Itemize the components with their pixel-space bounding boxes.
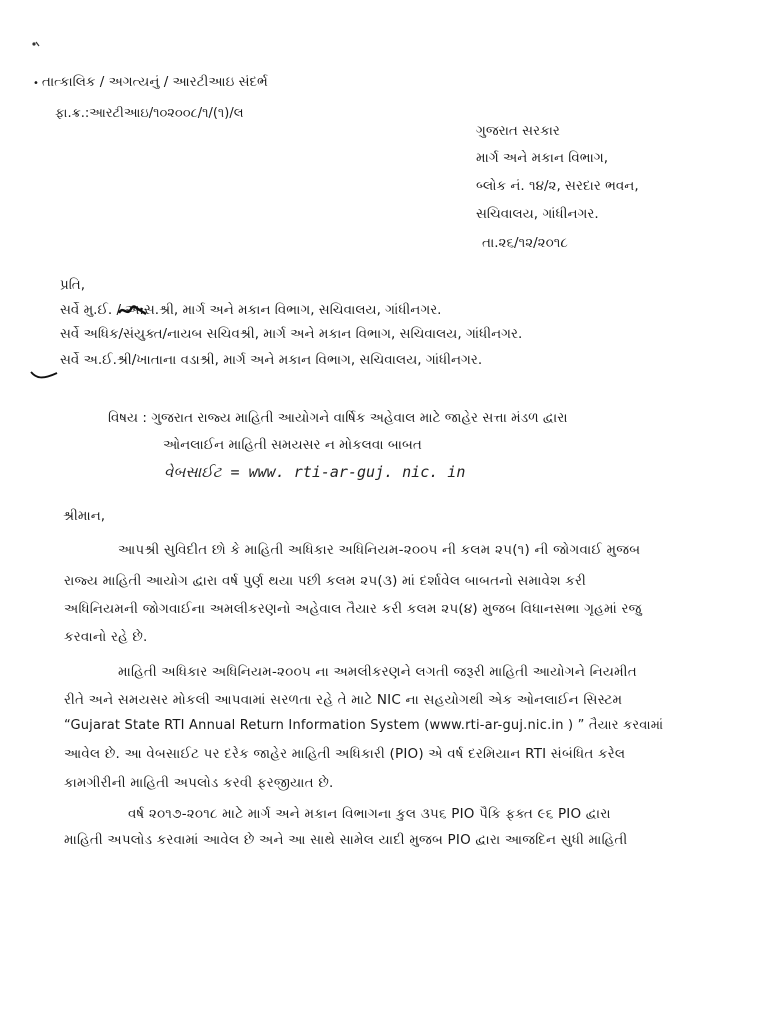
paragraph-2-line-5: કામગીરીની માહિતી અપલોડ કરવી ફરજીયાત છે. xyxy=(64,775,334,791)
recipients-label: પ્રતિ, xyxy=(60,277,86,293)
recipient-line-1: સર્વે મુ.ઈ. / અ.સ.શ્રી, માર્ગ અને મકાન વિભાગ, સચિવાલય, ગાંધીનગર. xyxy=(60,302,442,318)
handwritten-tick-icon xyxy=(30,368,58,382)
sender-govt: ગુજરાત સરકાર xyxy=(476,123,560,139)
sender-city: સચિવાલય, ગાંધીનગર. xyxy=(476,206,599,222)
recipient-line-2: સર્વે અધિક/સંયુક્ત/નાયબ સચિવશ્રી, માર્ગ અને મકાન વિભાગ, સચિવાલય, ગાંધીનગર. xyxy=(60,326,523,342)
letter-date: તા.૨૬/૧૨/૨૦૧૮ xyxy=(482,235,568,251)
paragraph-1-line-3: અધિનિયમની જોગવાઈના અમલીકરણનો અહેવાલ તૈયાર કરી કલમ ૨૫(૪) મુજબ વિધાનસભા ગૃહમાં રજુ xyxy=(64,601,642,617)
corner-mark-icon xyxy=(31,40,41,48)
paragraph-2-line-1: માહિતી અધિકાર અધિનિયમ-૨૦૦૫ ના અમલીકરણને લગતી જરૂરી માહિતી આયોગને નિયમીત xyxy=(118,664,637,680)
paragraph-1-line-1: આપશ્રી સુવિદીત છો કે માહિતી અધિકાર અધિનિયમ-૨૦૦૫ ની કલમ ૨૫(૧) ની જોગવાઈ મુજબ xyxy=(118,542,641,558)
recipient-line-3: સર્વે અ.ઈ.શ્રી/ખાતાના વડાશ્રી, માર્ગ અને મકાન વિભાગ, સચિવાલય, ગાંધીનગર. xyxy=(60,352,483,368)
paragraph-1-line-2: રાજ્ય માહિતી આયોગ દ્વારા વર્ષ પુર્ણ થયા પછી કલમ ૨૫(૩) માં દર્શાવેલ બાબતનો સમાવેશ કરી xyxy=(64,573,587,589)
handwritten-scribble xyxy=(118,303,148,319)
subject-line-2: ઓનલાઈન માહિતી સમયસર ન મોકલવા બાબત xyxy=(163,437,422,453)
paragraph-1-line-4: કરવાનો રહે છે. xyxy=(64,629,148,645)
sender-address: બ્લોક નં. ૧૪/૨, સરદાર ભવન, xyxy=(476,178,639,194)
file-number: ફા.ક્ર.:આરટીઆઇ/૧૦૨૦૦૮/૧/(૧)/લ xyxy=(55,106,244,121)
salutation: શ્રીમાન, xyxy=(63,508,106,524)
paragraph-2-line-2: રીતે અને સમયસર મોકલી આપવામાં સરળતા રહે તે માટે NIC ના સહયોગથી એક ઓનલાઈન સિસ્ટમ xyxy=(64,692,623,708)
paragraph-2-line-3: “Gujarat State RTI Annual Return Information System (www.rti-ar-guj.nic.in ) ” તૈયાર કરવામાં xyxy=(64,718,664,733)
paragraph-3-line-1: વર્ષ ૨૦૧૭-૨૦૧૮ માટે માર્ગ અને મકાન વિભાગના કુલ ૩૫૬ PIO પૈકિ ફક્ત ૯૬ PIO દ્વારા xyxy=(128,806,611,822)
paragraph-3-line-2: માહિતી અપલોડ કરવામાં આવેલ છે અને આ સાથે સામેલ યાદી મુજબ PIO દ્વારા આજદિન સુધી માહિતી xyxy=(64,832,628,848)
priority-line: • તાત્કાલિક / અગત્યનું / આરટીઆઇ સંદર્ભ xyxy=(33,74,268,90)
website-note: વેબસાઈટ = www. rti-ar-guj. nic. in xyxy=(164,463,466,481)
paragraph-2-line-4: આવેલ છે. આ વેબસાઈટ પર દરેક જાહેર માહિતી અધિકારી (PIO) એ વર્ષ દરમિયાન RTI સંબંધિત કરેલ xyxy=(64,746,626,762)
subject-line-1: વિષય : ગુજરાત રાજ્ય માહિતી આયોગને વાર્ષિક અહેવાલ માટે જાહેર સત્તા મંડળ દ્વારા xyxy=(108,410,568,426)
sender-department: માર્ગ અને મકાન વિભાગ, xyxy=(476,150,609,166)
